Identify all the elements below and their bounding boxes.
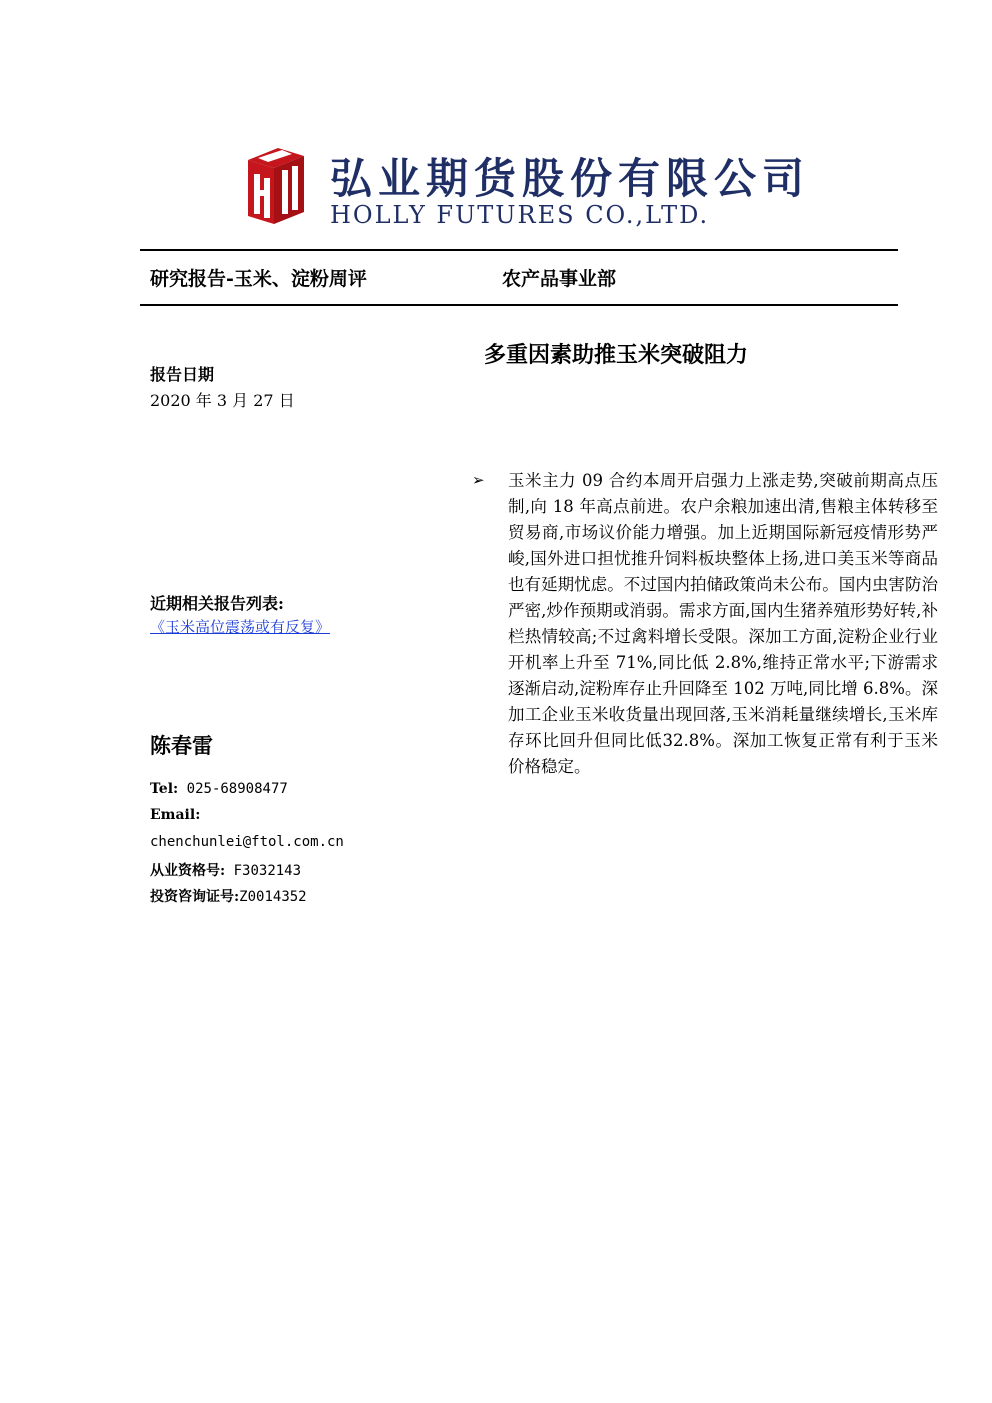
header-top-rule <box>140 249 898 251</box>
report-date-label: 报告日期 <box>150 365 215 384</box>
license-value: F3032143 <box>233 863 302 879</box>
report-date-value: 2020 年 3 月 27 日 <box>150 391 295 410</box>
consult-value: Z0014352 <box>239 889 307 905</box>
report-title: 多重因素助推玉米突破阻力 <box>484 342 749 368</box>
related-report-link[interactable]: 《玉米高位震荡或有反复》 <box>150 618 331 636</box>
email-value[interactable]: chenchunlei@ftol.com.cn <box>150 834 344 850</box>
consult-line <box>150 886 307 906</box>
consult-label: 投资咨询证号: <box>150 889 240 905</box>
tel-line <box>150 781 288 797</box>
company-name-cn: 弘业期货股份有限公司 <box>330 154 811 203</box>
company-name-en: HOLLY FUTURES CO.,LTD. <box>330 201 710 229</box>
license-line <box>150 860 301 880</box>
header-bottom-rule <box>140 304 898 306</box>
arrow-bullet-icon: ➢ <box>472 471 485 489</box>
logo-mark-icon <box>238 140 328 230</box>
email-label: Email: <box>150 807 201 823</box>
tel-label: Tel: <box>150 781 179 797</box>
email-label-line <box>150 807 200 823</box>
author-name: 陈春雷 <box>150 733 213 758</box>
license-label: 从业资格号: <box>150 863 226 879</box>
summary-paragraph: 玉米主力 09 合约本周开启强力上涨走势,突破前期高点压制,向 18 年高点前进。农户余粮加速出清,售粮主体转移至贸易商,市场议价能力增强。加上近期国际新冠疫情形势严峻,国外进口担忧推升饲料板块整体上扬,进口美玉米等商品也有延期忧虑。不过国内拍储政策尚未公布。国内虫害防治严密,炒作预期或消弱。需求方面,国内生猪养殖形势好转,补栏热情较高;不过禽料增长受限。深加工方面,淀粉企业行业开机率上升至 71%,同比低 2.8%,维持正常水平;下游需求逐渐启动,淀粉库存止升回降至 102 万吨,同比增 6.8%。深加工企业玉米收货量出现回落,玉米消耗量继续增长,玉米库存环比回升但同比低32.8%。深加工恢复正常有利于玉米价格稳定。 <box>508 471 938 776</box>
related-reports-label: 近期相关报告列表: <box>150 594 284 613</box>
tel-value: 025-68908477 <box>186 781 288 797</box>
report-type: 研究报告-玉米、淀粉周评 <box>150 268 367 290</box>
department: 农产品事业部 <box>502 268 617 290</box>
